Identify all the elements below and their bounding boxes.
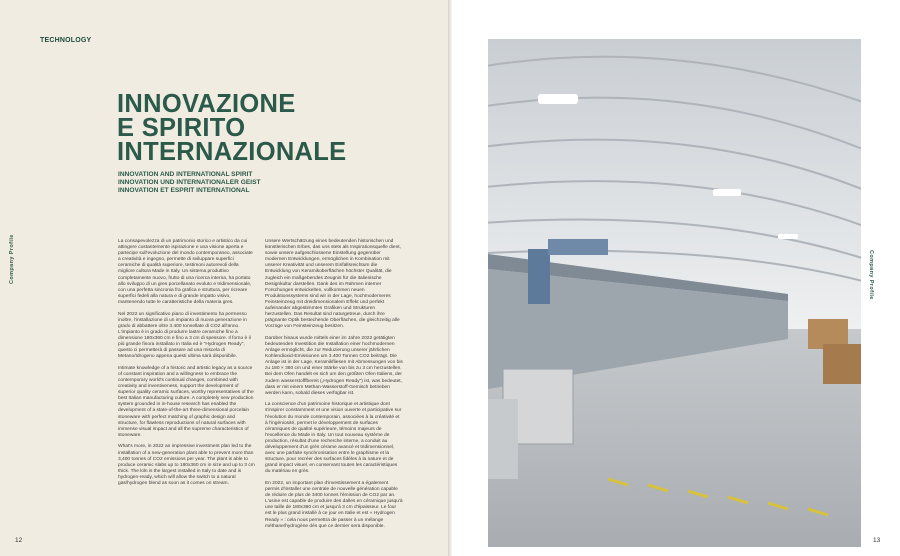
subtitle-french: INNOVATION ET ESPRIT INTERNATIONAL <box>118 187 250 195</box>
subtitle-german: INNOVATION UND INTERNATIONALER GEIST <box>118 179 261 187</box>
exhaust-duct <box>528 249 550 304</box>
factory-photo-illustration <box>488 39 861 547</box>
exhaust-duct <box>548 239 608 255</box>
factory-photo <box>488 39 861 547</box>
subtitle-english: INNOVATION AND INTERNATIONAL SPIRIT <box>118 171 253 178</box>
body-paragraph: Unsere Wertschätzung eines bedeutenden historischen und künstlerischen Erbes, das uns stets als Inspirationsquelle dient, sowie unsere aufgeschlossene Einstellung gegenüber modernen Entwicklungen, ermöglichen in Kombination mit unserer Kreativität und unserem Einfallsreichtum die Entwicklung von Keramikoberflächen höchster Qualität, die zugleich ein maßgebendes Zeugnis für die italienische Designkultur darstellen. Dank des im Rahmen interner Forschungen entwickelten, vollkommen neuen Produktionssystems sind wir in der Lage, hochmoderneres Feinsteinzeug mit dreidimensionalem Effekt und perfekt aufeinander abgestimmten Grafiken und Strukturen herzustellen. Das Resultat sind naturgetreue, durch ihre prägnante Optik bestechende Oberflächen, die gleichzeitig alle Vorzüge von Feinsteinzeug besitzen. <box>265 239 401 330</box>
body-paragraph: La conscience d'un patrimoine historique et artistique dont s'inspirer constamment et une vision ouverte et participative sur l'évolution du monde contemporain, associées à la créativité et à l'ingéniosité, permet le développement de surfaces céramiques de qualité supérieure, témoins majeurs de l'excellence du Made in Italy. Un tout nouveau système de production, résultat d'une recherche interne, a conduit au développement d'un grès cérame avancé et tridimensionnel, avec une parfaite synchronisation entre le graphisme et la structure, pour recréer des surfaces fidèles à la nature et de grand impact visuel, en conservant toutes les caractéristiques du matériau en grès. <box>265 402 402 475</box>
body-column-1 <box>118 239 256 493</box>
title-line: INNOVAZIONE <box>117 90 296 118</box>
side-label-left: Company Profile <box>9 234 15 284</box>
body-paragraph: Darüber hinaus wurde mittels einer im Jahre 2022 getätigten bedeutenden Investition die Installation einer hochmodernen Anlage ermöglicht, die zur Reduzierung unserer jährlichen Kohlendioxid-Emissionen um 3.400 Tonnen CO2 beiträgt. Die Anlage ist in der Lage, Keramikfliesen mit Abmessungen von bis zu 180 × 360 cm und einer Stärke von bis zu 3 cm herzustellen. Bei dem Ofen handelt es sich um den größten Ofen Italiens, der zudem wasserstofffbereit („Hydrogen Ready") ist, was bedeutet, dass er mit einem Methan-Wasserstoff-Gemisch betrieben werden kann, sobald dieses verfügbar ist. <box>265 335 403 396</box>
side-label-right: Company Profile <box>868 250 874 300</box>
page-title <box>117 92 346 164</box>
body-paragraph: La consapevolezza di un patrimonio storico e artistico da cui attingere costantemente ispirazione e una visione aperta e partecipe sull'evoluzione del mondo contemporaneo, associate a creatività e ingegno, permette di sviluppare superfici ceramiche di qualità superiore, testimoni autorevoli della migliore cultura Made in Italy. Un sistema produttivo completamente nuovo, frutto di una ricerca interna, ha portato allo sviluppo di un gres porcellanato evoluto e tridimensionale, con una perfetta sincronia fra grafica e struttura, per ricreare superfici fedeli alla natura e di grande impatto visivo, mantenendo tutte le caratteristiche della materia gres. <box>118 239 253 305</box>
body-paragraph: Nel 2022 un significativo piano di investimento ha permesso inoltre, l'installazione di un impianto di nuova generazione in grado di abbattere oltre 3.400 tonnellate di CO2 all'anno. L'impianto è in grado di produrre lastre ceramiche fino a dimensione 180x360 cm e fino a 3 cm di spessore. Il forno è il più grande finora installato in Italia ed è "Hydrogen Ready", questo ci permetterà di passare ad una miscela di Metano/Idrogeno appena questi ultima sarà disponibile. <box>118 311 251 360</box>
page-number-right: 13 <box>873 537 881 544</box>
body-paragraph: Intimate knowledge of a historic and artistic legacy as a source of constant inspiration and a willingness to embrace the contemporary world's continual changes, combined with creativity and inventiveness, support the development of superior quality ceramic surfaces, worthy representatives of the best Italian manufacturing culture. A completely new production system grounded in in-house research has enabled the development of a state-of-the-art three-dimensional porcelain stoneware with perfect matching of graphic design and structure, for flawless reproductions of natural surfaces with immense visual impact and all the supreme characteristics of stoneware. <box>118 365 254 438</box>
section-label: TECHNOLOGY <box>40 37 92 44</box>
page-number-left: 12 <box>15 537 23 544</box>
title-line: INTERNAZIONALE <box>117 138 347 166</box>
body-paragraph: What's more, in 2022 an impressive investment plan led to the installation of a new-generation plant able to prevent more than 3,400 tonnes of CO2 emissions per year. The plant is able to produce ceramic slabs up to 180x360 cm in size and up to 3 cm thick. The kiln is the largest installed in Italy to date and is hydrogen-ready, which will allow the switch to a natural gas/hydrogen blend as soon as it comes on stream. <box>118 444 255 486</box>
title-line: E SPIRITO <box>117 114 246 142</box>
body-paragraph: En 2022, un important plan d'investissement a également permis d'installer une centrale de nouvelle génération capable de réduire de plus de 3400 tonnes l'émission de CO2 par an. L'usine est capable de produire des dalles en céramique jusqu'à une taille de 180x360 cm et jusqu'à 3 cm d'épaisseur. Le four est le plus grand installé à ce jour en Italie et est « Hydrogen Ready » : cela nous permettra de passer à un mélange méthane/hydrogène dès que ce dernier sera disponible. <box>265 480 403 529</box>
body-column-2 <box>265 239 403 535</box>
subtitle-block <box>118 171 261 196</box>
control-cabinet <box>488 399 518 479</box>
pallet-stack <box>823 344 861 384</box>
